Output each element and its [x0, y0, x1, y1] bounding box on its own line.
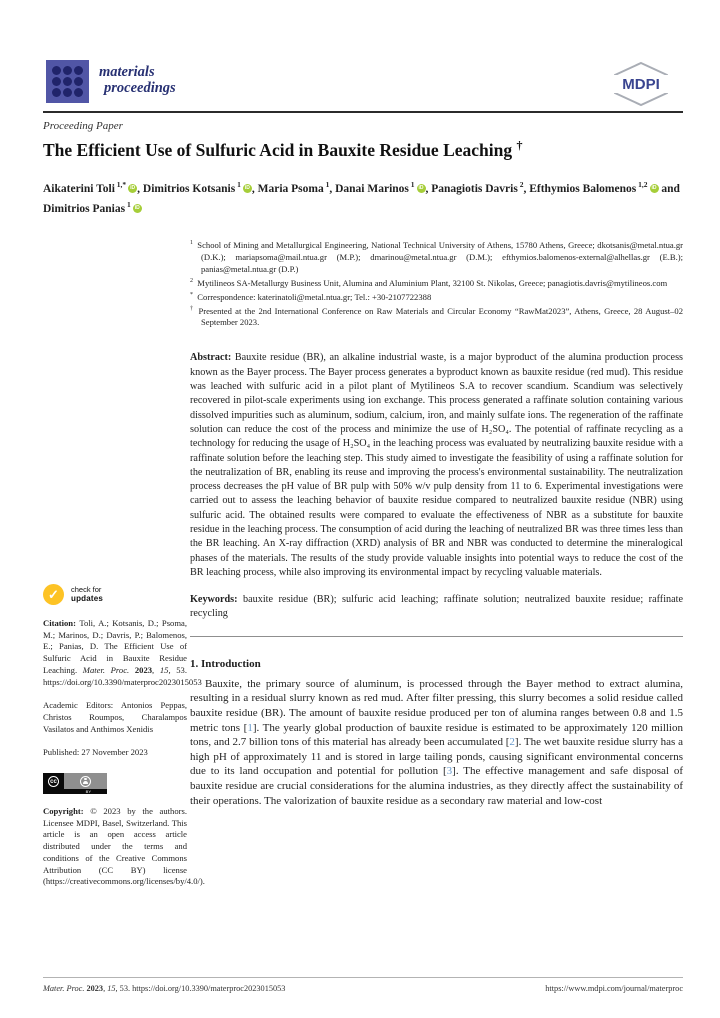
affiliation-marker: 1: [190, 240, 193, 246]
article-type: Proceeding Paper: [43, 120, 123, 132]
title-dagger-marker: †: [516, 138, 523, 152]
abstract: Abstract: Bauxite residue (BR), an alkaline industrial waste, is a major byproduct of the alumina production process known as the Bayer process. The Bayer process generates a byproduct known as bauxite residue (red mud). This residue was leached with sulfuric acid in a pilot plant of Mytilineos S.A to recover scandium. Scandium was selectively recovered in pilot-scale experiments using ion exchange. This process generated a raffinate solution containing various dissolved impurities such as aluminum, sodium, calcium, iron, and mainly sulfate ions. The regeneration of the raffinate solution can reduce the cost of the process and minimize the use of H₂SO₄. The potential of raffinate recycling as a technology for reducing the usage of H₂SO₄ in the leaching process was evaluated by neutralizing bauxite residue with a raffinate solution before the leaching step. This study aimed to investigate the feasibility of using a raffinate solution for the neutralization of BR, enabling its reuse and improving the process's environmental sustainability. The neutralization process decreases the pH value of BR pulp with 50% w/v pulp density from 11 to 6. Experimental investigations were carried out to assess the leaching behavior of bauxite residue compared to neutralized bauxite residue (NBR) using sulfuric acid. The obtained results were compared to evaluate the effectiveness of NBR as a substitute for bauxite residue in the leaching process. The consumption of acid during the leaching of neutralized BR was three times less than the BR leaching. An X-ray diffraction (XRD) analysis of BR and NBR was conducted to determine the mineralogical phases of the materials. The results of the study provide valuable insights into potential ways to reduce the cost of the BR leaching process, while also improving its environmental impact by recycling valuable materials.: [190, 352, 683, 578]
author-affiliation-marker: 2: [517, 180, 524, 189]
reference-link[interactable]: 1: [247, 721, 253, 734]
main-column: [190, 237, 683, 808]
mdpi-logo-icon: [603, 60, 679, 108]
journal-name-line1: materials: [99, 64, 155, 80]
affiliation-marker: †: [190, 305, 195, 312]
citation-doi-link[interactable]: , 53. https://doi.org/10.3390/materproc2023015053: [43, 664, 202, 687]
author-affiliation-marker: 1: [235, 180, 241, 189]
copyright-block: Copyright: © 2023 by the authors. Licensee MDPI, Basel, Switzerland. This article is an open access article distributed under the terms and conditions of the Creative Commons Attribution (CC BY) license (https://creativecommons.org/licenses/by/4.0/).: [43, 806, 205, 887]
affiliation-marker: *: [190, 291, 193, 298]
author-affiliation-marker: 1: [408, 180, 415, 189]
footer: [43, 984, 683, 993]
journal-logo-icon: [46, 60, 89, 103]
author-name: Panagiotis Davris: [431, 182, 518, 195]
journal-name-line2: proceedings: [104, 80, 176, 96]
journal-name: [99, 64, 176, 96]
author-name: Dimitrios Panias: [43, 202, 126, 215]
affiliation-item: $^1$ School of Mining and Metallurgical Engineering, National Technical University of Athens, 15780 Athens, Greece; dkotsanis@metal.ntua.gr (D.K.); mariapsoma@mail.ntua.gr (M.P.); dmarinou@metal.ntua.gr (D.M.); efthymios.balomenos-external@alhellas.gr (E.B.); panias@metal.ntua.gr (D.P.): [190, 239, 683, 274]
cc-by-license-badge[interactable]: [43, 773, 107, 794]
crossmark-check-icon: ✓: [43, 584, 64, 605]
orcid-icon[interactable]: iD: [244, 184, 250, 191]
updates-label: updates: [71, 593, 104, 603]
header-divider: [43, 111, 683, 113]
cc-icon: cc: [48, 776, 59, 787]
orcid-icon[interactable]: iD: [418, 184, 424, 191]
page-title: The Efficient Use of Sulfuric Acid in Bauxite Residue Leaching †: [43, 138, 523, 160]
check-for-updates-button[interactable]: [43, 584, 187, 605]
orcid-icon[interactable]: iD: [651, 184, 657, 191]
orcid-icon[interactable]: iD: [134, 204, 140, 211]
footer-journal-url[interactable]: https://www.mdpi.com/journal/materproc: [545, 984, 683, 993]
affiliation-list: [190, 237, 683, 328]
attribution-person-icon: [80, 776, 91, 787]
citation-block: Citation: Toli, A.; Kotsanis, D.; Psoma, M.; Marinos, D.; Davris, P.; Balomenos, E.; Panias, D. The Efficient Use of Sulfuric Acid in Bauxite Residue Leaching. Mater. Proc. 2023, 15, 53. https://doi.org/10.3390/materproc2023015053: [43, 618, 202, 687]
published-date: Published: 27 November 2023: [43, 747, 148, 758]
author-name: Danai Marinos: [335, 182, 409, 195]
affiliation-item: * Correspondence: katerinatoli@metal.ntua.gr; Tel.: +30-2107722388: [190, 291, 432, 302]
author-list: Aikaterini Toli $^{1,*}$ iD , Dimitrios Kotsanis $^1$ iD , Maria Psoma $^1$, Danai Marinos $^1$ iD , Panagiotis Davris $^2$, Efthymios Balomenos $^{1,2}$ iD and Dimitrios Panias $^1$ iD: [43, 180, 680, 215]
check-for-label: check for: [71, 585, 102, 594]
footer-doi-link[interactable]: , 53. https://doi.org/10.3390/materproc2023015053: [115, 984, 286, 993]
author-affiliation-marker: 1,*: [114, 180, 127, 189]
footer-citation: Mater. Proc. 2023, 15, 53. https://doi.org/10.3390/materproc2023015053: [43, 984, 286, 993]
reference-link[interactable]: 3: [446, 765, 453, 778]
reference-link[interactable]: 2: [509, 736, 515, 749]
intro-heading: 1. Introduction: [190, 657, 261, 670]
intro-paragraph: Bauxite, the primary source of aluminum, is processed through the Bayer method to extract alumina, resulting in a residual slurry known as red mud. After filter pressing, this slurry becomes a solid residue called bauxite residue (BR). The amount of bauxite residue produced per ton of alumina ranges between 0.8 and 1.5 metric tons [1]. The yearly global production of bauxite residue is estimated to be approximately 120 million tons, and 2.7 billion tons of this material has already been accumulated [2]. The wet bauxite residue slurry has a high pH of approximately 11 and is stored in large tailing ponds, causing significant environmental concerns due to its land occupation and potential for pollution [3]. The effective management and safe disposal of bauxite residue are crucial considerations for the alumina industries, as they directly affect the sustainability of their operations. The valorization of bauxite residue as a secondary raw material and low-cost: [190, 677, 683, 807]
orcid-icon[interactable]: iD: [130, 184, 136, 191]
author-affiliation-marker: 1,2: [636, 180, 648, 189]
academic-editors: Academic Editors: Antonios Peppas, Christos Roumpos, Charalampos Vasilatos and Anthimos Xenidis: [43, 700, 187, 734]
keywords: Keywords: bauxite residue (BR); sulfuric acid leaching; raffinate solution; neutralized bauxite residue; raffinate recycling: [190, 594, 683, 620]
author-name: Efthymios Balomenos: [529, 182, 637, 195]
author-affiliation-marker: 1: [323, 180, 330, 189]
footer-divider: [43, 977, 683, 978]
sidebar: [43, 584, 205, 888]
affiliation-marker: 2: [190, 277, 193, 284]
keywords-divider: [190, 636, 683, 637]
author-name: Dimitrios Kotsanis: [142, 182, 236, 195]
affiliation-item: † Presented at the 2nd International Conference on Raw Materials and Circular Economy “RawMat2023”, Athens, Greece, 28 August–02 September 2023.: [190, 305, 683, 328]
author-name: Maria Psoma: [257, 182, 324, 195]
by-label: BY: [85, 788, 91, 794]
author-name: Aikaterini Toli: [43, 182, 115, 195]
svg-text:MDPI: MDPI: [622, 76, 660, 93]
affiliation-item: $^2$ Mytilineos SA-Metallurgy Business Unit, Alumina and Aluminium Plant, 32100 St. Nikolas, Greece; panagiotis.davris@mytilineos.com: [190, 277, 668, 288]
author-affiliation-marker: 1: [125, 199, 131, 209]
